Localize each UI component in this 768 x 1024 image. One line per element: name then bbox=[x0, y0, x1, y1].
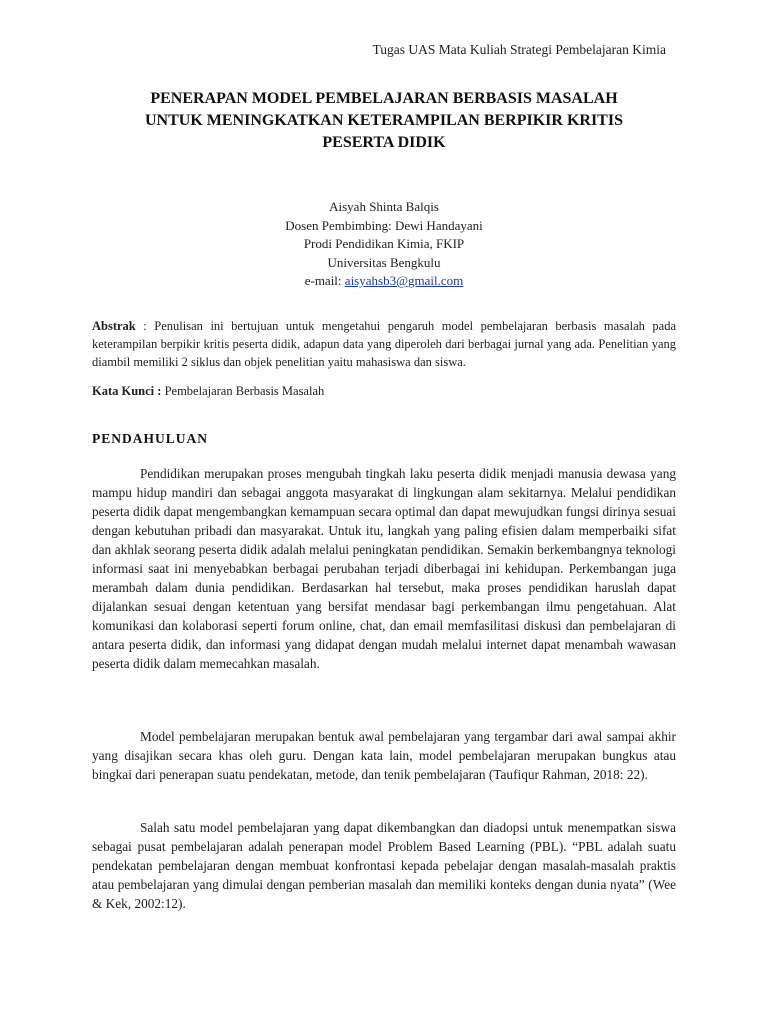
abstract-label: Abstrak bbox=[92, 319, 136, 333]
abstract-text: : Penulisan ini bertujuan untuk mengetahui pengaruh model pembelajaran berbasis masalah pada keterampilan berpikir kritis peserta didik, adapun data yang diperoleh dari berbagai jurnal yang ada. Penelitian yang diambil memiliki 2 siklus dan objek penelitian yaitu mahasiswa dan siswa. bbox=[92, 319, 676, 369]
section-heading: PENDAHULUAN bbox=[92, 431, 209, 446]
email-label: e-mail: bbox=[304, 273, 345, 288]
title-line: UNTUK MENINGKATKAN KETERAMPILAN BERPIKIR KRITIS bbox=[145, 112, 623, 129]
email-line bbox=[92, 272, 676, 291]
title-line: PESERTA DIDIK bbox=[322, 134, 446, 151]
author-block bbox=[92, 198, 676, 291]
paper-title bbox=[92, 88, 676, 154]
keywords-label: Kata Kunci : bbox=[92, 384, 162, 398]
keywords bbox=[92, 382, 676, 400]
author-name: Aisyah Shinta Balqis bbox=[329, 199, 439, 214]
email-link[interactable]: aisyahsb3@gmail.com bbox=[344, 273, 464, 288]
keywords-text: Pembelajaran Berbasis Masalah bbox=[161, 384, 325, 398]
body-paragraph: Model pembelajaran merupakan bentuk awal pembelajaran yang tergambar dari awal sampai akhir yang disajikan secara khas oleh guru. Dengan kata lain, model pembelajaran merupakan bungkus atau bingkai dari penerapan suatu pendekatan, metode, dan tenik pembelajaran (Taufiqur Rahman, 2018: 22). bbox=[92, 729, 676, 782]
supervisor-line: Dosen Pembimbing: Dewi Handayani bbox=[285, 217, 483, 233]
running-header: Tugas UAS Mata Kuliah Strategi Pembelajaran Kimia bbox=[372, 42, 666, 57]
program-line: Prodi Pendidikan Kimia, FKIP bbox=[303, 236, 465, 251]
title-line: PENERAPAN MODEL PEMBELAJARAN BERBASIS MASALAH bbox=[150, 90, 618, 107]
body-paragraph: Pendidikan merupakan proses mengubah tingkah laku peserta didik menjadi manusia dewasa yang mampu hidup mandiri dan sebagai anggota masyarakat di lingkungan alam sekitarnya. Melalui pendidikan peserta didik dapat mengembangkan kemampuan secara optimal dan dapat mewujudkan fungsi dirinya sesuai dengan kebutuhan pribadi dan masyarakat. Untuk itu, langkah yang paling efisien dalam memperbaiki sifat dan akhlak seorang peserta didik adalah melalui peningkatan pendidikan. Semakin berkembangnya teknologi informasi saat ini menyebabkan berbagai perubahan terjadi diberbagai ini kehidupan. Perkembangan juga merambah dalam dunia pendidikan. Berdasarkan hal tersebut, maka proses pendidikan haruslah dapat dijalankan sesuai dengan ketentuan yang bersifat mendasar bagi perkembangan ilmu pengetahuan. Alat komunikasi dan kolaborasi seperti forum online, chat, dan email memfasilitasi diskusi dan pembelajaran di antara peserta didik, dan informasi yang didapat dengan mudah melalui internet dapat menambah wawasan peserta didik dalam memecahkan masalah. bbox=[92, 466, 676, 671]
body-paragraph: Salah satu model pembelajaran yang dapat dikembangkan dan diadopsi untuk menempatkan siswa sebagai pusat pembelajaran adalah penerapan model Problem Based Learning (PBL). “PBL adalah suatu pendekatan pembelajaran dengan membuat konfrontasi kepada pebelajar dengan masalah-masalah praktis atau pembelajaran yang dimulai dengan pemberian masalah dan memiliki konteks dengan dunia nyata” (Wee & Kek, 2002:12). bbox=[92, 820, 676, 911]
abstract bbox=[92, 317, 676, 371]
university-line: Universitas Bengkulu bbox=[327, 254, 441, 270]
